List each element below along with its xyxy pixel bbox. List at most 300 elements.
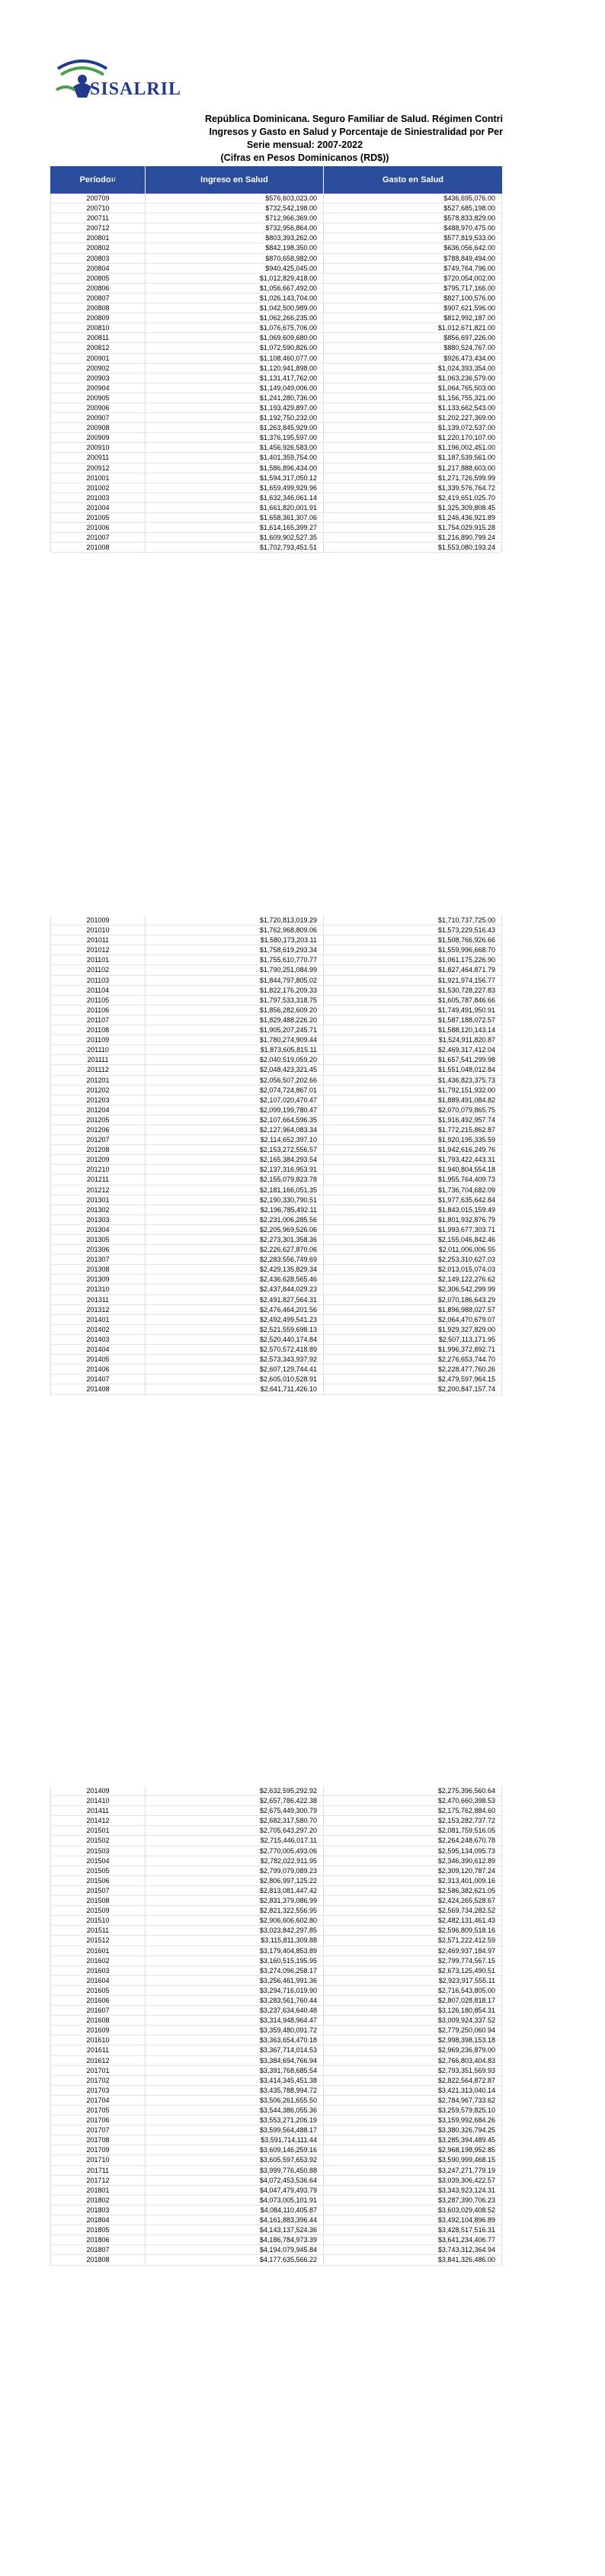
column-header-income: Ingreso en Salud [146,166,324,194]
period-cell: 200712 [50,223,146,233]
income-cell: $2,429,135,829.34 [146,1265,324,1274]
period-cell: 201312 [50,1305,146,1314]
period-cell: 201401 [50,1315,146,1324]
table-row [50,1215,502,1225]
table-block-2 [50,916,502,1395]
table-row [50,2176,502,2186]
period-cell: 200912 [50,464,146,473]
income-cell: $2,074,724,867.01 [146,1086,324,1095]
income-cell: $3,359,480,091.72 [146,2026,324,2035]
table-row [50,2026,502,2035]
income-cell: $2,137,316,953.91 [146,1165,324,1174]
period-cell: 201805 [50,2225,146,2234]
table-row [50,2155,502,2165]
expense-cell: $1,220,170,107.00 [324,433,502,442]
period-cell: 201002 [50,483,146,492]
table-row [50,1355,502,1365]
income-cell: $3,314,948,964.47 [146,2016,324,2025]
period-cell: 201207 [50,1135,146,1144]
expense-cell: $2,507,113,171.95 [324,1335,502,1344]
expense-cell: $1,012,671,821.00 [324,323,502,332]
income-cell: $2,107,020,470.47 [146,1096,324,1105]
period-cell: 201301 [50,1195,146,1205]
expense-cell: $1,587,188,072.57 [324,1015,502,1025]
income-cell: $2,770,005,493.06 [146,1846,324,1856]
period-cell: 201402 [50,1325,146,1334]
period-cell: 201412 [50,1816,146,1825]
expense-cell: $2,424,265,528.67 [324,1896,502,1905]
expense-cell: $1,736,704,682.09 [324,1185,502,1195]
expense-cell: $1,139,072,537.00 [324,423,502,432]
table-row [50,976,502,986]
table-row [50,1806,502,1816]
period-cell: 201607 [50,2006,146,2015]
period-cell: 201702 [50,2076,146,2085]
expense-cell: $3,247,271,779.19 [324,2166,502,2175]
table-row [50,523,502,533]
table-row [50,413,502,423]
expense-cell: $1,889,491,084.82 [324,1096,502,1105]
period-cell: 201711 [50,2166,146,2175]
table-row [50,1175,502,1185]
income-cell: $2,155,079,823.78 [146,1175,324,1184]
income-cell: $2,675,449,300.79 [146,1806,324,1815]
period-cell: 201405 [50,1355,146,1364]
income-cell: $2,632,595,292.92 [146,1786,324,1795]
period-cell: 200804 [50,264,146,273]
period-cell: 201512 [50,1936,146,1945]
expense-cell: $2,595,134,095.73 [324,1846,502,1856]
income-cell: $3,599,564,488.17 [146,2125,324,2135]
income-cell: $2,283,556,749.69 [146,1255,324,1264]
expense-cell: $1,710,737,725.00 [324,916,502,925]
period-cell: 201504 [50,1856,146,1865]
expense-cell: $1,657,541,299.98 [324,1055,502,1064]
table-row [50,2205,502,2215]
period-cell: 200806 [50,284,146,293]
table-row [50,1916,502,1926]
period-cell: 201208 [50,1145,146,1154]
income-cell: $803,393,262.00 [146,233,324,242]
expense-cell: $1,524,911,820.87 [324,1035,502,1044]
income-cell: $732,542,198.00 [146,204,324,213]
expense-cell: $436,695,076.00 [324,194,502,203]
expense-cell: $3,743,312,364.94 [324,2245,502,2254]
table-block-1 [50,194,502,553]
expense-cell: $2,822,564,872.87 [324,2076,502,2085]
table-row [50,1275,502,1285]
table-row [50,1195,502,1205]
table-row [50,1866,502,1876]
period-cell: 201511 [50,1926,146,1935]
income-cell: $1,192,750,232.00 [146,413,324,422]
table-row [50,1315,502,1325]
income-cell: $2,165,384,293.54 [146,1155,324,1164]
table-row [50,533,502,543]
period-cell: 201001 [50,473,146,483]
income-cell: $1,586,896,434.00 [146,464,324,473]
period-cell: 200807 [50,294,146,303]
income-cell: $1,072,590,826.00 [146,343,324,352]
income-cell: $2,153,272,556.57 [146,1145,324,1154]
period-cell: 201501 [50,1826,146,1835]
period-cell: 200911 [50,453,146,462]
table-row [50,1155,502,1165]
period-cell: 201307 [50,1255,146,1264]
period-cell: 201603 [50,1966,146,1975]
expense-cell: $926,473,434.00 [324,354,502,363]
income-cell: $1,076,675,706.00 [146,323,324,332]
table-row [50,243,502,253]
expense-cell: $2,149,122,276.62 [324,1275,502,1284]
expense-cell: $636,056,642.00 [324,243,502,252]
expense-cell: $2,309,120,787.24 [324,1866,502,1875]
expense-cell: $907,621,596.00 [324,303,502,313]
table-row [50,1886,502,1896]
income-cell: $1,401,359,754.00 [146,453,324,462]
table-row [50,2106,502,2116]
expense-cell: $1,993,677,303.71 [324,1225,502,1234]
table-row [50,1135,502,1145]
table-row [50,1876,502,1886]
income-cell: $2,521,559,698.13 [146,1325,324,1334]
expense-cell: $2,998,398,153.18 [324,2035,502,2045]
income-cell: $1,120,941,898.00 [146,364,324,373]
income-cell: $2,040,519,059.20 [146,1055,324,1064]
period-cell: 201404 [50,1345,146,1354]
income-cell: $940,425,045.00 [146,264,324,273]
expense-cell: $1,977,635,642.84 [324,1195,502,1205]
expense-cell: $1,325,309,808.45 [324,503,502,512]
income-cell: $732,956,864.00 [146,223,324,233]
expense-cell: $1,508,766,926.66 [324,935,502,945]
income-cell: $4,143,137,524.36 [146,2225,324,2234]
report-title-line2: Ingresos y Gasto en Salud y Porcentaje de Siniestralidad por Per [209,127,503,137]
table-row [50,2035,502,2045]
period-cell: 201210 [50,1165,146,1174]
income-cell: $2,520,440,174.84 [146,1335,324,1344]
income-cell: $1,131,417,762.00 [146,374,324,383]
income-cell: $1,829,488,226.20 [146,1015,324,1025]
period-cell: 201408 [50,1384,146,1394]
period-cell: 201610 [50,2035,146,2045]
table-row [50,464,502,473]
period-cell: 200902 [50,364,146,373]
expense-cell: $2,469,937,184.97 [324,1946,502,1955]
table-row [50,996,502,1006]
expense-cell: $2,784,967,733.62 [324,2096,502,2105]
income-cell: $2,205,969,526.06 [146,1225,324,1234]
table-row [50,1305,502,1315]
expense-cell: $1,196,002,451.00 [324,443,502,452]
table-row [50,493,502,503]
income-cell: $3,435,788,994.72 [146,2086,324,2095]
expense-cell: $1,271,726,599.99 [324,473,502,483]
period-cell: 200802 [50,243,146,252]
table-row [50,1105,502,1115]
income-cell: $3,256,461,991.36 [146,1976,324,1985]
expense-cell: $2,586,382,621.05 [324,1886,502,1895]
income-cell: $3,160,515,195.95 [146,1956,324,1965]
expense-cell: $1,921,974,156.77 [324,976,502,985]
table-row [50,2016,502,2026]
income-cell: $1,632,346,061.14 [146,493,324,502]
table-row [50,543,502,553]
expense-cell: $1,246,436,921.89 [324,513,502,522]
income-cell: $1,056,667,492.00 [146,284,324,293]
expense-cell: $2,228,477,760.26 [324,1365,502,1374]
income-cell: $1,856,282,609.20 [146,1006,324,1015]
period-cell: 201505 [50,1866,146,1875]
expense-cell: $1,843,015,159.49 [324,1205,502,1214]
expense-cell: $856,697,226.00 [324,333,502,342]
period-cell: 201104 [50,986,146,995]
table-row [50,1986,502,1996]
table-row [50,443,502,453]
table-row [50,2255,502,2265]
table-row [50,1145,502,1155]
period-cell: 201708 [50,2135,146,2145]
period-cell: 200904 [50,383,146,393]
expense-cell: $2,306,542,299.99 [324,1285,502,1294]
income-cell: $3,414,345,451.38 [146,2076,324,2085]
period-cell: 201712 [50,2176,146,2185]
period-cell: 201311 [50,1295,146,1304]
period-cell: 201005 [50,513,146,522]
income-cell: $1,873,605,815.11 [146,1045,324,1054]
period-cell: 201608 [50,2016,146,2025]
period-cell: 200903 [50,374,146,383]
expense-cell: $2,479,597,964.15 [324,1375,502,1384]
table-row [50,2235,502,2245]
table-row [50,323,502,333]
expense-cell: $3,641,234,406.77 [324,2235,502,2244]
income-cell: $3,591,714,111.44 [146,2135,324,2145]
income-cell: $1,241,280,736.00 [146,393,324,403]
expense-cell: $1,217,888,603.00 [324,464,502,473]
period-cell: 201101 [50,955,146,964]
period-cell: 201106 [50,1006,146,1015]
column-header-period: Período 1/ [50,166,146,194]
expense-cell: $3,285,394,489.45 [324,2135,502,2145]
table-row [50,254,502,264]
table-row [50,1185,502,1195]
income-cell: $576,603,023.00 [146,194,324,203]
period-cell: 201709 [50,2145,146,2154]
expense-cell: $2,470,660,398.53 [324,1796,502,1805]
expense-cell: $3,841,326,486.00 [324,2255,502,2264]
period-cell: 201310 [50,1285,146,1294]
expense-cell: $1,827,464,871.79 [324,965,502,974]
income-cell: $4,047,479,493.79 [146,2186,324,2195]
table-row [50,1976,502,1986]
income-cell: $1,042,500,989.00 [146,303,324,313]
period-cell: 201406 [50,1365,146,1374]
income-cell: $1,758,619,293.34 [146,945,324,954]
period-cell: 201202 [50,1086,146,1095]
income-cell: $4,084,110,405.87 [146,2205,324,2215]
income-cell: $2,127,964,083.34 [146,1125,324,1134]
expense-cell: $1,940,804,554.18 [324,1165,502,1174]
table-row [50,503,502,513]
income-cell: $1,720,813,019.29 [146,916,324,925]
period-cell: 201212 [50,1185,146,1195]
expense-cell: $2,313,401,009.16 [324,1876,502,1885]
table-row [50,1856,502,1866]
table-row [50,2225,502,2235]
income-cell: $1,661,820,001.91 [146,503,324,512]
table-row [50,1045,502,1055]
period-cell: 201507 [50,1886,146,1895]
table-row [50,284,502,294]
income-cell: $1,780,274,909.44 [146,1035,324,1044]
income-cell: $3,553,271,206.19 [146,2116,324,2125]
table-row [50,473,502,483]
period-cell: 201112 [50,1065,146,1074]
period-cell: 201804 [50,2215,146,2225]
expense-cell: $2,070,186,643.29 [324,1295,502,1304]
income-cell: $3,384,694,766.94 [146,2056,324,2065]
income-cell: $1,822,176,209.33 [146,986,324,995]
income-cell: $2,799,079,089.23 [146,1866,324,1875]
period-cell: 201606 [50,1996,146,2005]
income-cell: $2,906,606,602.80 [146,1916,324,1925]
expense-cell: $3,421,313,040.14 [324,2086,502,2095]
income-cell: $1,658,361,307.06 [146,513,324,522]
expense-cell: $1,216,890,799.24 [324,533,502,542]
table-row [50,1006,502,1015]
income-cell: $2,226,627,870.06 [146,1245,324,1254]
table-row [50,1365,502,1375]
period-cell: 201409 [50,1786,146,1795]
period-cell: 201303 [50,1215,146,1224]
expense-cell: $2,569,734,282.52 [324,1906,502,1915]
table-row [50,1826,502,1836]
table-row [50,2145,502,2155]
income-cell: $2,231,006,285.56 [146,1215,324,1224]
expense-cell: $1,955,764,409.73 [324,1175,502,1184]
income-cell: $1,062,266,235.00 [146,313,324,322]
income-cell: $3,179,404,853.89 [146,1946,324,1955]
table-row [50,2245,502,2255]
income-cell: $4,072,453,536.64 [146,2176,324,2185]
expense-cell: $2,716,543,805.00 [324,1986,502,1995]
expense-cell: $3,287,390,706.23 [324,2196,502,2205]
table-row [50,303,502,313]
table-row [50,343,502,353]
expense-cell: $527,685,198.00 [324,204,502,213]
income-cell: $4,186,784,973.39 [146,2235,324,2244]
income-cell: $3,544,386,055.36 [146,2106,324,2115]
income-cell: $2,605,010,528.91 [146,1375,324,1384]
column-header-expense: Gasto en Salud [382,175,444,184]
expense-cell: $3,590,999,468.15 [324,2155,502,2164]
period-cell: 201203 [50,1096,146,1105]
table-row [50,2196,502,2205]
table-row [50,264,502,274]
expense-cell: $1,202,227,369.00 [324,413,502,422]
income-cell: $4,177,635,566.22 [146,2255,324,2264]
table-row [50,2045,502,2055]
table-row [50,1035,502,1045]
table-row [50,1906,502,1916]
expense-cell: $788,849,494.00 [324,254,502,263]
table-row [50,364,502,374]
expense-cell: $1,553,080,193.24 [324,543,502,552]
table-block-3 [50,1786,502,2266]
expense-cell: $2,070,079,865.75 [324,1105,502,1115]
income-cell: $2,570,572,418.89 [146,1345,324,1354]
income-cell: $870,658,982.00 [146,254,324,263]
expense-cell: $1,916,492,957.74 [324,1115,502,1124]
income-cell: $1,149,049,006.00 [146,383,324,393]
income-cell: $1,797,533,318.75 [146,996,324,1005]
expense-cell: $3,343,923,124.31 [324,2186,502,2195]
table-row [50,1055,502,1065]
table-row [50,1015,502,1025]
income-cell: $1,376,195,597.00 [146,433,324,442]
period-cell: 201410 [50,1796,146,1805]
table-row [50,1836,502,1846]
income-cell: $712,966,369.00 [146,213,324,223]
expense-cell: $2,081,759,516.05 [324,1826,502,1835]
period-cell: 200907 [50,413,146,422]
expense-cell: $2,807,028,818.17 [324,1996,502,2005]
period-cell: 201707 [50,2125,146,2135]
expense-cell: $2,276,653,744.70 [324,1355,502,1364]
period-cell: 201801 [50,2186,146,2195]
expense-cell: $1,063,236,579.00 [324,374,502,383]
income-cell: $2,476,464,201.56 [146,1305,324,1314]
income-cell: $2,436,628,565.46 [146,1275,324,1284]
period-cell: 201304 [50,1225,146,1234]
expense-cell: $1,605,787,846.66 [324,996,502,1005]
table-row [50,2125,502,2135]
income-cell: $1,580,173,203.11 [146,935,324,945]
table-row [50,1235,502,1245]
period-cell: 201205 [50,1115,146,1124]
income-cell: $1,844,797,805.02 [146,976,324,985]
table-row [50,1076,502,1086]
table-row [50,1936,502,1946]
period-cell: 200710 [50,204,146,213]
expense-cell: $3,380,326,794.25 [324,2125,502,2135]
period-cell: 201510 [50,1916,146,1925]
table-row [50,2166,502,2176]
table-row [50,1125,502,1135]
period-cell: 201004 [50,503,146,512]
expense-cell: $795,717,166.00 [324,284,502,293]
period-cell: 200905 [50,393,146,403]
expense-cell: $2,153,282,737.72 [324,1816,502,1825]
expense-cell: $2,673,125,490.51 [324,1966,502,1975]
expense-cell: $3,428,517,516.31 [324,2225,502,2234]
income-cell: $3,391,768,685.54 [146,2066,324,2075]
expense-cell: $2,275,396,560.64 [324,1786,502,1795]
income-cell: $842,198,350.00 [146,243,324,252]
expense-cell: $488,970,475.00 [324,223,502,233]
period-cell: 201502 [50,1836,146,1845]
income-cell: $1,263,845,929.00 [146,423,324,432]
expense-cell: $2,469,317,412.04 [324,1045,502,1054]
expense-cell: $2,793,351,569.93 [324,2066,502,2075]
period-cell: 201403 [50,1335,146,1344]
expense-cell: $3,603,029,408.52 [324,2205,502,2215]
period-cell: 200812 [50,343,146,352]
income-cell: $3,237,634,640.48 [146,2006,324,2015]
expense-cell: $3,492,104,896.89 [324,2215,502,2225]
period-cell: 201701 [50,2066,146,2075]
